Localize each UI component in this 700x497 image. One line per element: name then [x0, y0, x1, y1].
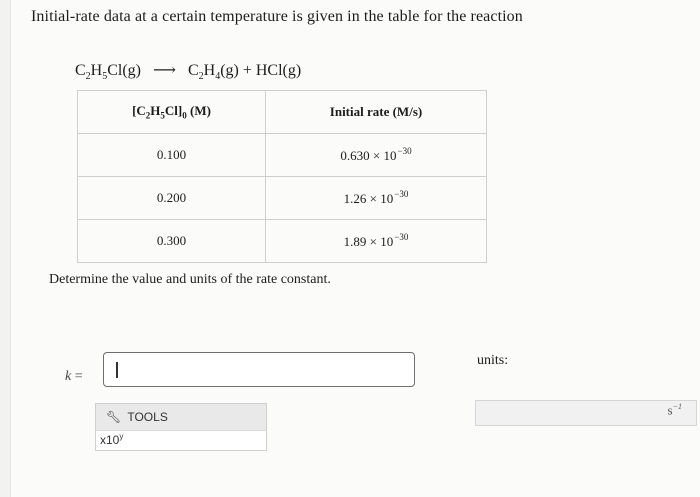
tools-button[interactable]: [96, 404, 266, 431]
wrench-icon: 🔧︎: [106, 410, 122, 424]
initial-rate-table: [77, 90, 487, 263]
plus-sign: +: [242, 62, 252, 79]
k-label: k =: [65, 369, 83, 384]
product-2: HCl(g): [255, 62, 302, 79]
units-label: units:: [477, 353, 509, 368]
reaction-equation: [75, 60, 301, 82]
conc-cell: 0.300: [78, 220, 266, 263]
rate-cell: $0.630 \times 10^{-30}$: [266, 134, 487, 177]
question-page: [10, 0, 700, 497]
table-header-row: [78, 91, 487, 134]
tools-label: TOOLS: [127, 410, 168, 424]
rate-cell: $1.89 \times 10^{-30}$: [266, 220, 487, 263]
header-concentration: $[C_2H_5Cl]_0$ (M): [78, 91, 266, 134]
table-row: [78, 134, 487, 177]
table-row: [78, 220, 487, 263]
table-row: [78, 177, 487, 220]
header-initial-rate: Initial rate (M/s): [266, 91, 487, 134]
rate-cell: $1.26 \times 10^{-30}$: [266, 177, 487, 220]
tools-panel: [95, 403, 267, 451]
rate-constant-input[interactable]: [103, 352, 415, 387]
x10-button[interactable]: x10$^y$: [100, 432, 124, 447]
question-text: Initial-rate data at a certain temperature is given in the table for the reaction: [31, 8, 523, 25]
units-field[interactable]: [475, 400, 697, 426]
conc-cell: 0.200: [78, 177, 266, 220]
determine-prompt: Determine the value and units of the rate constant.: [49, 272, 331, 287]
text-caret: [116, 362, 118, 378]
product-1: $C_2H_4(g)$: [187, 62, 239, 83]
units-value: $s^{-1}$: [667, 402, 682, 418]
reaction-arrow: ⟶: [153, 62, 176, 79]
reactant: $C_2H_5Cl(g)$: [75, 62, 142, 83]
conc-cell: 0.100: [78, 134, 266, 177]
